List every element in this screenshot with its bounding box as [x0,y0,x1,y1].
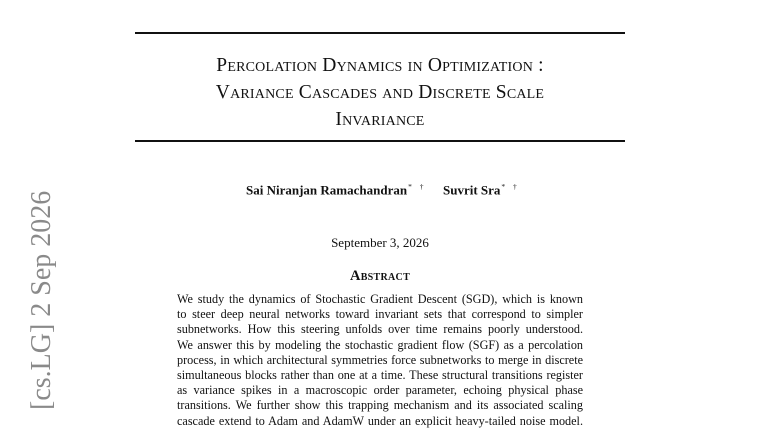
abstract-line: We study the dynamics of Stochastic Gradient Descent (SGD), which is known [177,292,583,306]
arxiv-side-stamp: [cs.LG] 2 Sep 2026 [26,190,57,410]
author-list [0,182,760,202]
title-rule-bottom [135,140,625,142]
paper-date: September 3, 2026 [331,235,429,250]
author-affiliation-marks: * † [501,182,520,191]
title-rule-top [135,32,625,34]
author-2 [443,182,520,198]
abstract-body [177,292,583,429]
abstract-line: process, in which architectural symmetries force subnetworks to merge in discrete [177,352,583,367]
author-1 [246,182,426,198]
abstract-line: as variance spikes in a macroscopic order parameter, echoing physical phase [177,383,583,398]
author-name: Sai Niranjan Ramachandran [246,182,408,198]
abstract-heading: Abstract [349,268,411,284]
title-line-2: Variance Cascades and Discrete Scale [215,82,545,103]
abstract-line: simultaneous blocks rather than one at a time. These structural transitions register [177,368,583,383]
abstract-line: We answer this by modeling the stochastic gradient flow (SGF) as a percolation [177,337,583,352]
abstract-line: to steer deep neural networks toward invariant sets that correspond to simpler [177,307,583,322]
paper-title [135,52,625,133]
title-line-1: Percolation Dynamics in Optimization : [216,55,544,76]
abstract-line: subnetworks. How this steering unfolds over time remains poorly understood. [177,322,583,337]
abstract-line: transitions. We further show this trapping mechanism and its associated scaling [177,398,583,413]
author-name: Suvrit Sra [443,182,501,198]
author-affiliation-marks: * † [408,182,427,191]
abstract-line: cascade extend to Adam and AdamW under an explicit heavy-tailed noise model. [177,413,583,428]
title-line-3: Invariance [335,109,425,130]
